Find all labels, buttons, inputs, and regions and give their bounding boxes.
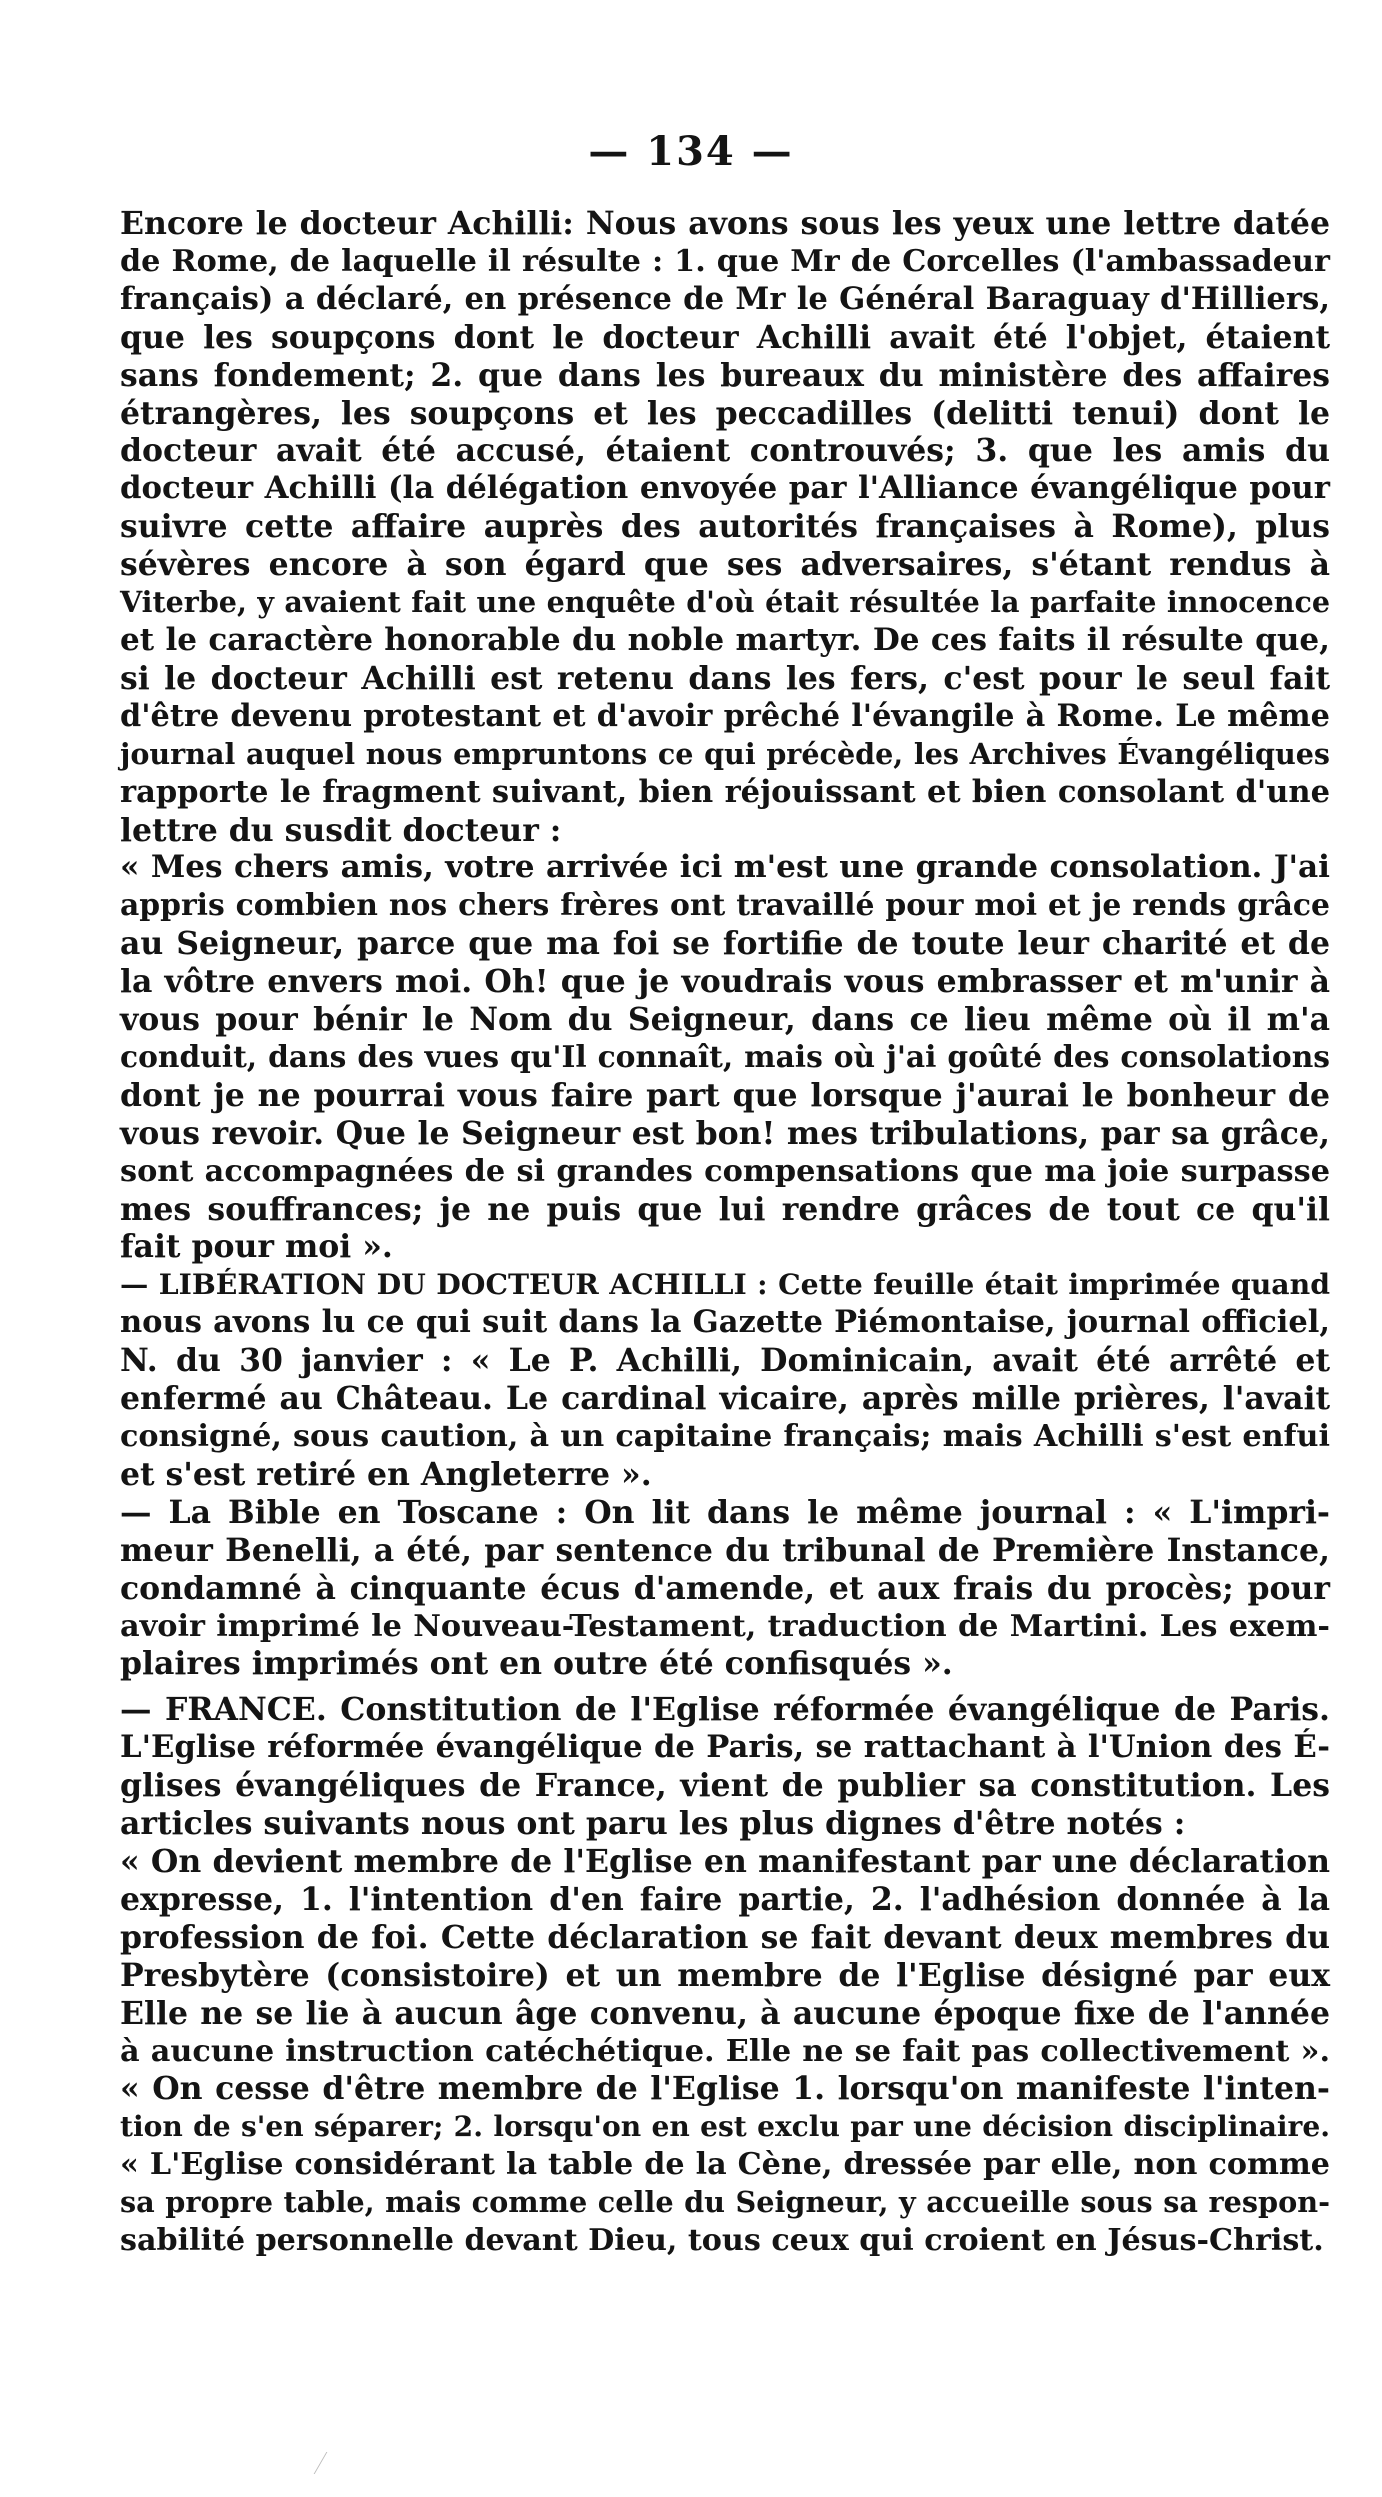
text-line: profession de foi. Cette déclaration se fait devant deux membres du <box>120 1918 1330 1956</box>
text-line: N. du 30 janvier : « Le P. Achilli, Dominicain, avait été arrêté et <box>120 1342 1330 1380</box>
text-line: vous revoir. Que le Seigneur est bon! mes tribulations, par sa grâce, <box>120 1114 1330 1152</box>
text-line: à aucune instruction catéchétique. Elle ne se fait pas collectivement ». <box>120 2033 1330 2069</box>
text-line: sévères encore à son égard que ses adversaires, s'étant rendus à <box>120 546 1330 584</box>
text-line: appris combien nos chers frères ont travaillé pour moi et je rends grâce <box>120 888 1330 924</box>
text-line: nous avons lu ce qui suit dans la Gazette Piémontaise, journal officiel, <box>120 1304 1330 1341</box>
text-line: mes souffrances; je ne puis que lui rendre grâces de tout ce qu'il <box>120 1190 1330 1228</box>
text-line: Encore le docteur Achilli: Nous avons sous les yeux une lettre datée <box>120 205 1330 242</box>
text-line: docteur Achilli (la délégation envoyée par l'Alliance évangélique pour <box>120 470 1330 507</box>
text-line: d'être devenu protestant et d'avoir prêché l'évangile à Rome. Le même <box>120 697 1330 734</box>
text-line: de Rome, de laquelle il résulte : 1. que Mr de Corcelles (l'ambassadeur <box>120 243 1330 279</box>
text-line: expresse, 1. l'intention d'en faire partie, 2. l'adhésion donnée à la <box>120 1880 1330 1918</box>
text-line: consigné, sous caution, à un capitaine français; mais Achilli s'est enfui <box>120 1419 1330 1454</box>
body-text <box>120 205 1330 2260</box>
text-line: dont je ne pourrai vous faire part que lorsque j'aurai le bonheur de <box>120 1076 1330 1114</box>
text-line: condamné à cinquante écus d'amende, et aux frais du procès; pour <box>120 1569 1330 1607</box>
text-line: — FRANCE. Constitution de l'Eglise réformée évangélique de Paris. <box>120 1691 1330 1729</box>
text-line: que les soupçons dont le docteur Achilli avait été l'objet, étaient <box>120 318 1330 356</box>
text-line: sabilité personnelle devant Dieu, tous ceux qui croient en Jésus-Christ. <box>120 2223 1324 2259</box>
text-line: plaires imprimés ont en outre été confisqués ». <box>120 1645 953 1683</box>
text-line: enfermé au Château. Le cardinal vicaire, après mille prières, l'avait <box>120 1380 1330 1418</box>
text-line: conduit, dans des vues qu'Il connaît, mais où j'ai goûté des consolations <box>120 1039 1330 1075</box>
text-line: sa propre table, mais comme celle du Seigneur, y accueille sous sa respon- <box>120 2185 1330 2220</box>
text-line: suivre cette affaire auprès des autorités françaises à Rome), plus <box>120 508 1330 546</box>
text-line: « L'Eglise considérant la table de la Cène, dressée par elle, non comme <box>120 2147 1330 2183</box>
text-line: sont accompagnées de si grandes compensations que ma joie surpasse <box>120 1153 1330 1189</box>
page-number-header: — 134 — <box>588 128 794 175</box>
text-line: — La Bible en Toscane : On lit dans le même journal : « L'impri- <box>120 1493 1330 1531</box>
text-line: sans fondement; 2. que dans les bureaux du ministère des affaires <box>120 356 1330 394</box>
text-line: glises évangéliques de France, vient de publier sa constitution. Les <box>120 1767 1330 1805</box>
text-line: Presbytère (consistoire) et un membre de l'Eglise désigné par eux <box>120 1956 1330 1994</box>
text-line: la vôtre envers moi. Oh! que je voudrais vous embrasser et m'unir à <box>120 963 1330 1001</box>
text-line: et s'est retiré en Angleterre ». <box>120 1455 652 1493</box>
text-line: français) a déclaré, en présence de Mr le Général Baraguay d'Hilliers, <box>120 280 1330 317</box>
text-line: rapporte le fragment suivant, bien réjouissant et bien consolant d'une <box>120 773 1330 810</box>
text-line: Viterbe, y avaient fait une enquête d'où était résultée la parfaite innocence <box>120 585 1330 620</box>
text-line: L'Eglise réformée évangélique de Paris, se rattachant à l'Union des É- <box>120 1729 1330 1766</box>
text-line: si le docteur Achilli est retenu dans les fers, c'est pour le seul fait <box>120 659 1330 697</box>
text-line: étrangères, les soupçons et les peccadilles (delitti tenui) dont le <box>120 394 1330 432</box>
text-line: tion de s'en séparer; 2. lorsqu'on en est exclu par une décision disciplinaire. <box>120 2110 1330 2144</box>
text-line: au Seigneur, parce que ma foi se fortifie de toute leur charité et de <box>120 925 1330 963</box>
text-line: « On devient membre de l'Eglise en manifestant par une déclaration <box>120 1842 1330 1880</box>
text-line: vous pour bénir le Nom du Seigneur, dans ce lieu même où il m'a <box>120 1001 1330 1039</box>
text-line: lettre du susdit docteur : <box>120 811 562 849</box>
scan-mark <box>314 2452 342 2474</box>
text-line: meur Benelli, a été, par sentence du tribunal de Première Instance, <box>120 1531 1330 1569</box>
text-line: journal auquel nous empruntons ce qui précède, les Archives Évangéliques <box>120 736 1330 771</box>
text-line: fait pour moi ». <box>120 1228 393 1266</box>
text-line: avoir imprimé le Nouveau-Testament, traduction de Martini. Les exem- <box>120 1608 1330 1644</box>
text-line: — LIBÉRATION DU DOCTEUR ACHILLI : Cette feuille était imprimée quand <box>120 1267 1330 1302</box>
text-line: et le caractère honorable du noble martyr. De ces faits il résulte que, <box>120 621 1330 658</box>
text-line: Elle ne se lie à aucun âge convenu, à aucune époque fixe de l'année <box>120 1994 1330 2032</box>
text-line: « On cesse d'être membre de l'Eglise 1. lorsqu'on manifeste l'inten- <box>120 2070 1330 2108</box>
text-line: « Mes chers amis, votre arrivée ici m'est une grande consolation. J'ai <box>120 849 1330 886</box>
text-line: docteur avait été accusé, étaient controuvés; 3. que les amis du <box>120 432 1330 470</box>
text-line: articles suivants nous ont paru les plus dignes d'être notés : <box>120 1805 1186 1843</box>
